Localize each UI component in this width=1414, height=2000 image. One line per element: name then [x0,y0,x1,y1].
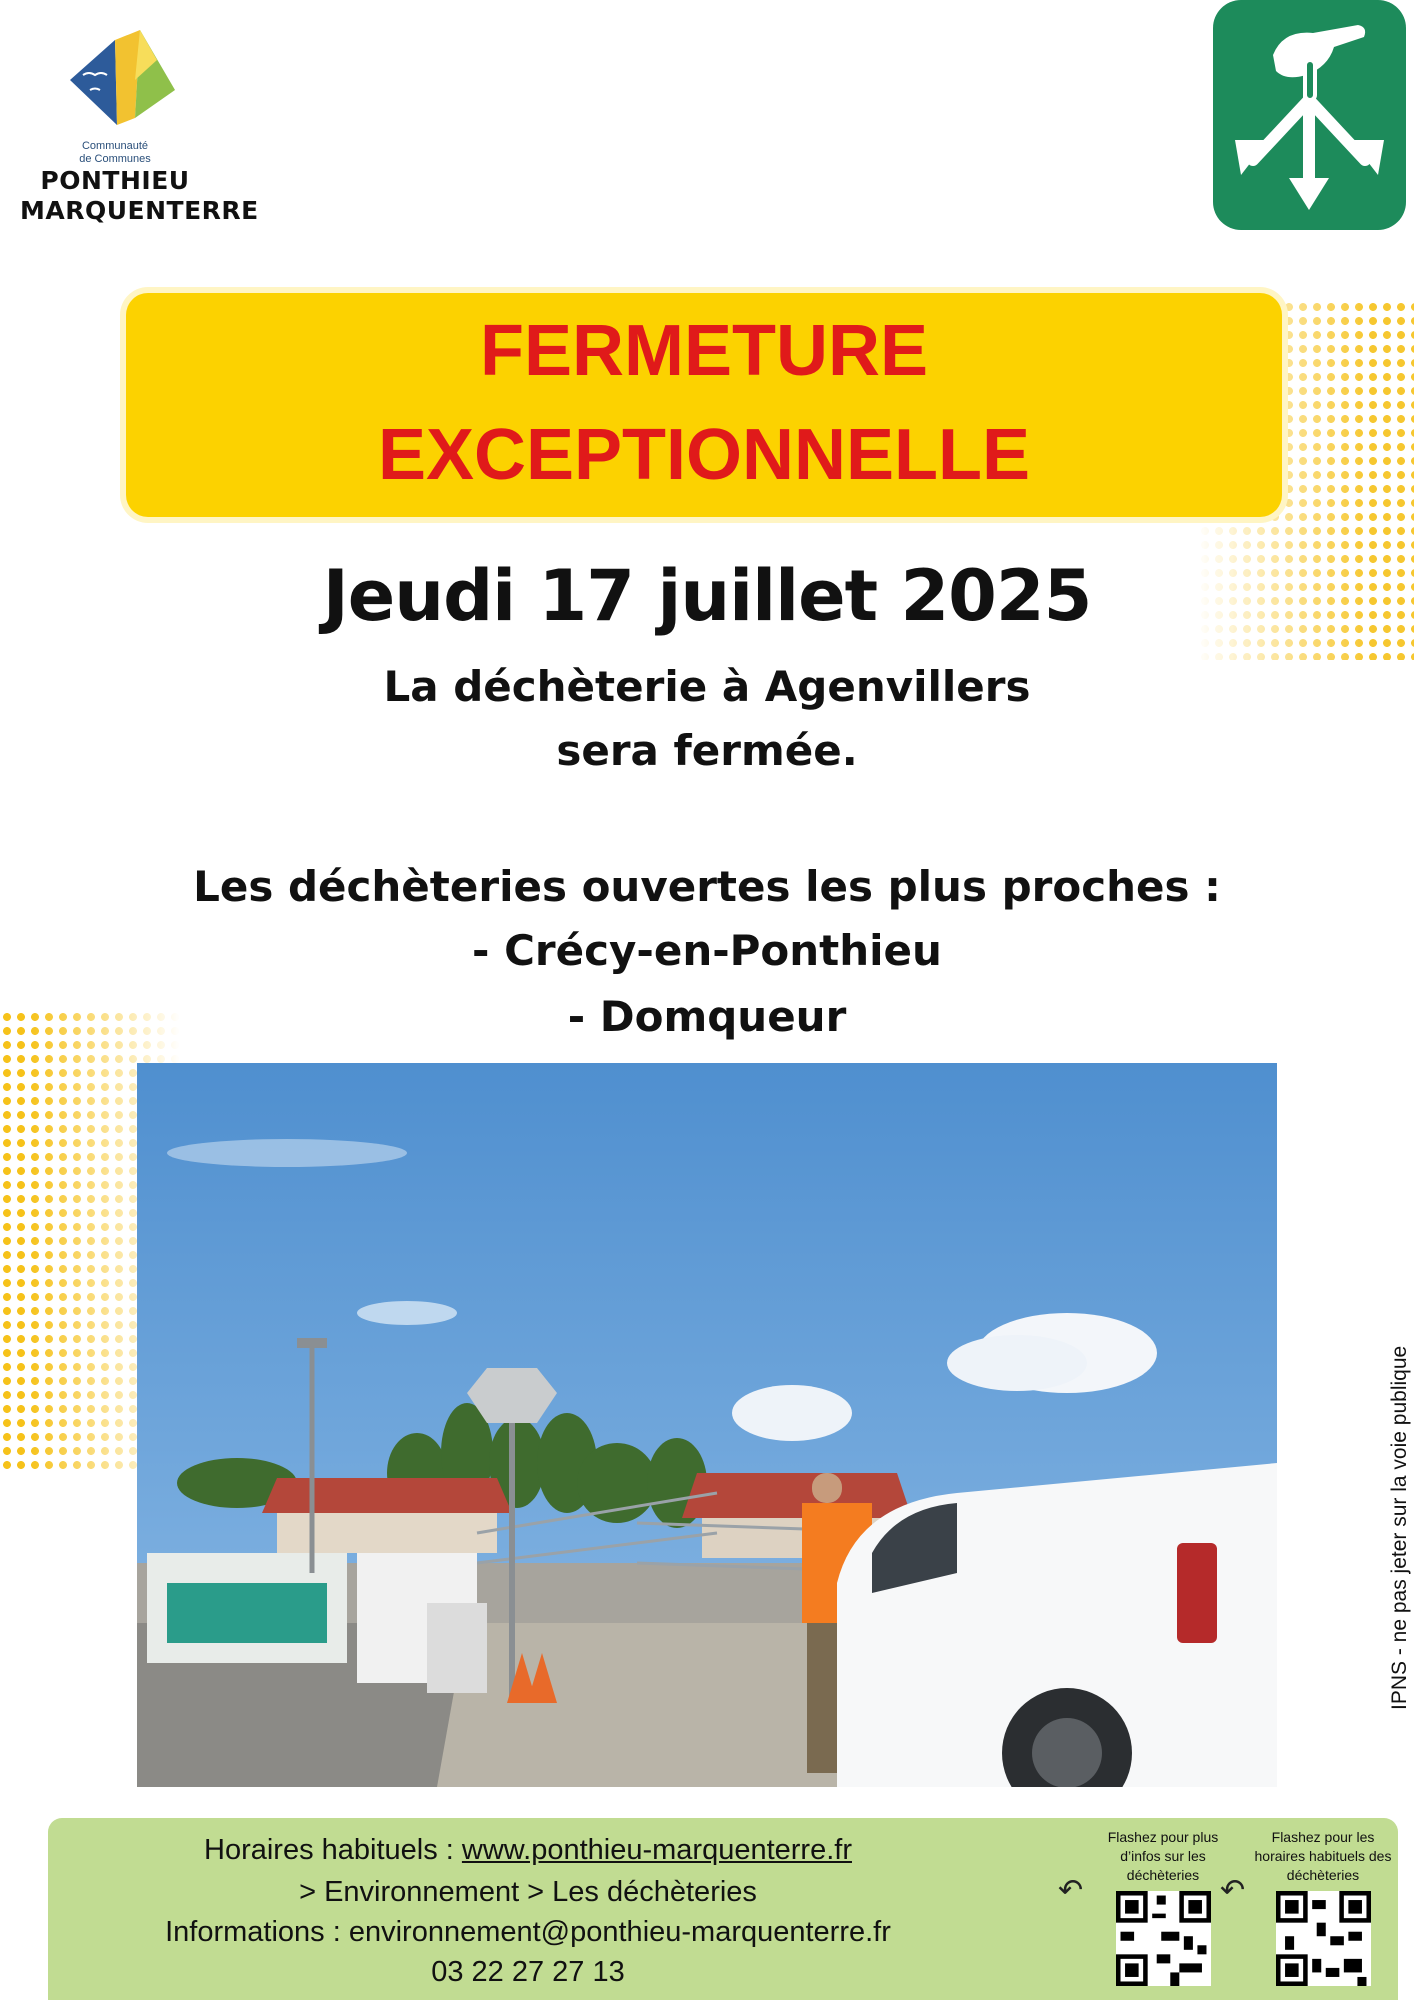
footer-info [48,1818,1398,2000]
logo-name-2: MARQUENTERRE [20,196,259,225]
banner-line-1: FERMETURE [480,311,928,391]
recycling-center-photo [137,1063,1277,1787]
qr-code-icon[interactable] [1276,1891,1371,1986]
contact-email: Informations : environnement@ponthieu-marquenterre.fr [165,1916,891,1948]
curved-arrow-icon: ↶ [1220,1874,1246,1907]
ponthieu-marquenterre-logo [20,20,259,226]
banner-line-2: EXCEPTIONNELLE [377,415,1031,495]
logo-emblem-icon [45,20,185,140]
closure-banner [126,293,1282,517]
curved-arrow-icon: ↶ [1058,1874,1084,1907]
ipns-notice: IPNS - ne pas jeter sur la voie publique [1388,1345,1411,1710]
logo-subtitle-2: de Communes [79,153,151,165]
logo-subtitle-1: Communauté [81,140,149,152]
notice-line-1: La déchèterie à Agenvillers [383,662,1031,711]
qr-caption: Flashez pour les horaires habituels des déchèteries [1254,1829,1392,1883]
qr-code-icon[interactable] [1116,1891,1211,1986]
navigation-path: > Environnement > Les déchèteries [299,1876,757,1908]
website-link[interactable]: www.ponthieu-marquenterre.fr [461,1834,852,1866]
nearest-item: - Domqueur [567,992,847,1041]
qr-block-hours [1248,1828,1398,1991]
nearest-heading: Les déchèteries ouvertes les plus proches : [193,862,1221,911]
qr-caption: Flashez pour plus d’infos sur les déchèteries [1107,1829,1219,1883]
hours-line [48,1830,1008,1870]
contact-phone: 03 22 27 27 13 [431,1956,625,1988]
closure-date: Jeudi 17 juillet 2025 [322,555,1092,637]
notice-line-2: sera fermée. [556,726,858,775]
qr-block-info [1088,1828,1238,1991]
hours-label: Horaires habituels : [204,1834,462,1866]
logo-name-1: PONTHIEU [40,166,190,195]
nearest-item: - Crécy-en-Ponthieu [472,926,942,975]
recycling-hand-icon [1213,0,1406,230]
